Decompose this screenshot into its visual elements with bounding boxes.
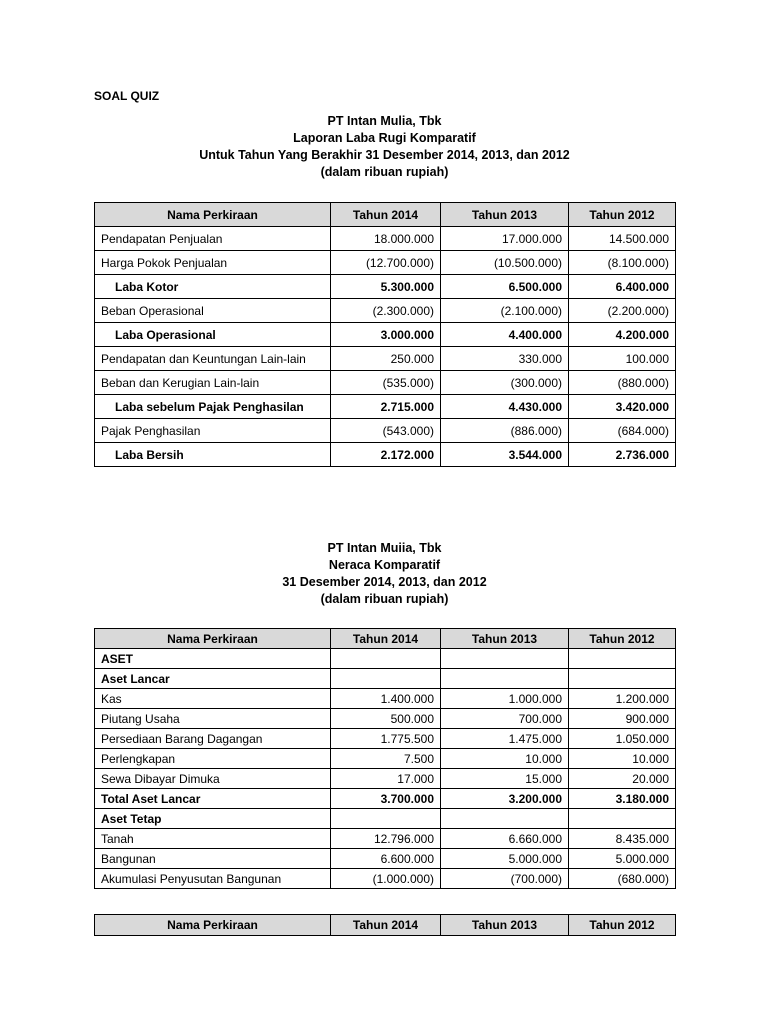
cell-2013	[441, 649, 569, 669]
cell-2014: (12.700.000)	[331, 251, 441, 275]
cell-2012	[569, 809, 676, 829]
table-row	[95, 371, 676, 395]
cell-2014: 3.700.000	[331, 789, 441, 809]
cell-2013: 330.000	[441, 347, 569, 371]
cell-2013: (300.000)	[441, 371, 569, 395]
col-header-2014: Tahun 2014	[331, 629, 441, 649]
cell-2012: 3.180.000	[569, 789, 676, 809]
cell-2014: (2.300.000)	[331, 299, 441, 323]
cell-2014: 17.000	[331, 769, 441, 789]
col-header-2013: Tahun 2013	[441, 629, 569, 649]
balance-sheet-header	[94, 540, 675, 608]
cell-2013: 6.660.000	[441, 829, 569, 849]
cell-2012: (8.100.000)	[569, 251, 676, 275]
row-label: Laba sebelum Pajak Penghasilan	[95, 395, 331, 419]
cell-2014: 250.000	[331, 347, 441, 371]
table-row	[95, 829, 676, 849]
cell-2013	[441, 669, 569, 689]
row-label: Pajak Penghasilan	[95, 419, 331, 443]
col-header-name: Nama Perkiraan	[95, 915, 331, 936]
col-header-name: Nama Perkiraan	[95, 629, 331, 649]
cell-2013: 1.000.000	[441, 689, 569, 709]
cell-2014	[331, 649, 441, 669]
cell-2012: 1.200.000	[569, 689, 676, 709]
table-header-row	[95, 203, 676, 227]
cell-2014: (1.000.000)	[331, 869, 441, 889]
balance-unit: (dalam ribuan rupiah)	[320, 592, 449, 606]
table-row	[95, 749, 676, 769]
table-row	[95, 299, 676, 323]
cell-2012: 4.200.000	[569, 323, 676, 347]
cell-2012: 8.435.000	[569, 829, 676, 849]
row-label: Beban dan Kerugian Lain-lain	[95, 371, 331, 395]
cell-2013: 5.000.000	[441, 849, 569, 869]
cell-2013: 1.475.000	[441, 729, 569, 749]
cell-2014: (543.000)	[331, 419, 441, 443]
table-row	[95, 729, 676, 749]
cell-2012: 2.736.000	[569, 443, 676, 467]
cell-2014: 2.715.000	[331, 395, 441, 419]
table-row	[95, 275, 676, 299]
income-period: Untuk Tahun Yang Berakhir 31 Desember 2014, 2013, dan 2012	[199, 148, 570, 162]
balance-period: 31 Desember 2014, 2013, dan 2012	[282, 575, 487, 589]
table-row	[95, 789, 676, 809]
cell-2012	[569, 669, 676, 689]
row-label: Laba Bersih	[95, 443, 331, 467]
balance-title: Neraca Komparatif	[328, 558, 441, 572]
row-label: Harga Pokok Penjualan	[95, 251, 331, 275]
cell-2014: 1.775.500	[331, 729, 441, 749]
table-row	[95, 669, 676, 689]
cell-2014: 6.600.000	[331, 849, 441, 869]
row-label: Akumulasi Penyusutan Bangunan	[95, 869, 331, 889]
cell-2014	[331, 669, 441, 689]
doc-label: SOAL QUIZ	[94, 89, 160, 103]
col-header-2013: Tahun 2013	[441, 915, 569, 936]
row-label: Tanah	[95, 829, 331, 849]
income-company-name: PT Intan Mulia, Tbk	[327, 114, 442, 128]
row-label: Persediaan Barang Dagangan	[95, 729, 331, 749]
col-header-name: Nama Perkiraan	[95, 203, 331, 227]
cell-2012: 5.000.000	[569, 849, 676, 869]
cell-2012: 1.050.000	[569, 729, 676, 749]
cell-2014: 500.000	[331, 709, 441, 729]
cell-2014: 12.796.000	[331, 829, 441, 849]
row-label: Laba Operasional	[95, 323, 331, 347]
row-label: ASET	[95, 649, 331, 669]
col-header-2012: Tahun 2012	[569, 203, 676, 227]
cell-2013: (886.000)	[441, 419, 569, 443]
cell-2012: (880.000)	[569, 371, 676, 395]
table-header-row	[95, 915, 676, 936]
balance-sheet-table	[94, 628, 676, 889]
cell-2012: (680.000)	[569, 869, 676, 889]
cell-2012: 3.420.000	[569, 395, 676, 419]
table-row	[95, 347, 676, 371]
row-label: Piutang Usaha	[95, 709, 331, 729]
cell-2014: 2.172.000	[331, 443, 441, 467]
cell-2012: 10.000	[569, 749, 676, 769]
row-label: Beban Operasional	[95, 299, 331, 323]
table-row	[95, 251, 676, 275]
cell-2012: 20.000	[569, 769, 676, 789]
row-label: Pendapatan dan Keuntungan Lain-lain	[95, 347, 331, 371]
cell-2012: (684.000)	[569, 419, 676, 443]
cell-2014: 1.400.000	[331, 689, 441, 709]
col-header-2014: Tahun 2014	[331, 915, 441, 936]
table-row	[95, 689, 676, 709]
cell-2013: 10.000	[441, 749, 569, 769]
row-label: Bangunan	[95, 849, 331, 869]
col-header-2013: Tahun 2013	[441, 203, 569, 227]
cell-2012: (2.200.000)	[569, 299, 676, 323]
cell-2014: (535.000)	[331, 371, 441, 395]
table-row	[95, 709, 676, 729]
row-label: Aset Tetap	[95, 809, 331, 829]
cell-2014: 5.300.000	[331, 275, 441, 299]
income-statement-header	[94, 113, 675, 181]
table-row	[95, 323, 676, 347]
cell-2014: 18.000.000	[331, 227, 441, 251]
cell-2012: 100.000	[569, 347, 676, 371]
table-row	[95, 649, 676, 669]
cell-2014	[331, 809, 441, 829]
row-label: Total Aset Lancar	[95, 789, 331, 809]
continuation-table	[94, 914, 676, 936]
table-row	[95, 419, 676, 443]
table-row	[95, 769, 676, 789]
income-statement-table	[94, 202, 676, 467]
cell-2013: 3.200.000	[441, 789, 569, 809]
cell-2013: 700.000	[441, 709, 569, 729]
col-header-2012: Tahun 2012	[569, 629, 676, 649]
cell-2013: 17.000.000	[441, 227, 569, 251]
table-row	[95, 849, 676, 869]
table-row	[95, 395, 676, 419]
cell-2012	[569, 649, 676, 669]
table-row	[95, 227, 676, 251]
cell-2013: (2.100.000)	[441, 299, 569, 323]
cell-2013: 6.500.000	[441, 275, 569, 299]
col-header-2014: Tahun 2014	[331, 203, 441, 227]
col-header-2012: Tahun 2012	[569, 915, 676, 936]
row-label: Perlengkapan	[95, 749, 331, 769]
cell-2012: 14.500.000	[569, 227, 676, 251]
cell-2012: 6.400.000	[569, 275, 676, 299]
cell-2013: 3.544.000	[441, 443, 569, 467]
cell-2014: 3.000.000	[331, 323, 441, 347]
table-header-row	[95, 629, 676, 649]
row-label: Sewa Dibayar Dimuka	[95, 769, 331, 789]
row-label: Pendapatan Penjualan	[95, 227, 331, 251]
cell-2013: 4.400.000	[441, 323, 569, 347]
cell-2013: 15.000	[441, 769, 569, 789]
cell-2014: 7.500	[331, 749, 441, 769]
cell-2013: 4.430.000	[441, 395, 569, 419]
income-title: Laporan Laba Rugi Komparatif	[293, 131, 476, 145]
row-label: Laba Kotor	[95, 275, 331, 299]
table-row	[95, 869, 676, 889]
table-row	[95, 809, 676, 829]
balance-company-name: PT Intan Muiia, Tbk	[327, 541, 442, 555]
row-label: Aset Lancar	[95, 669, 331, 689]
cell-2013: (700.000)	[441, 869, 569, 889]
income-unit: (dalam ribuan rupiah)	[320, 165, 449, 179]
cell-2012: 900.000	[569, 709, 676, 729]
cell-2013	[441, 809, 569, 829]
row-label: Kas	[95, 689, 331, 709]
table-row	[95, 443, 676, 467]
cell-2013: (10.500.000)	[441, 251, 569, 275]
